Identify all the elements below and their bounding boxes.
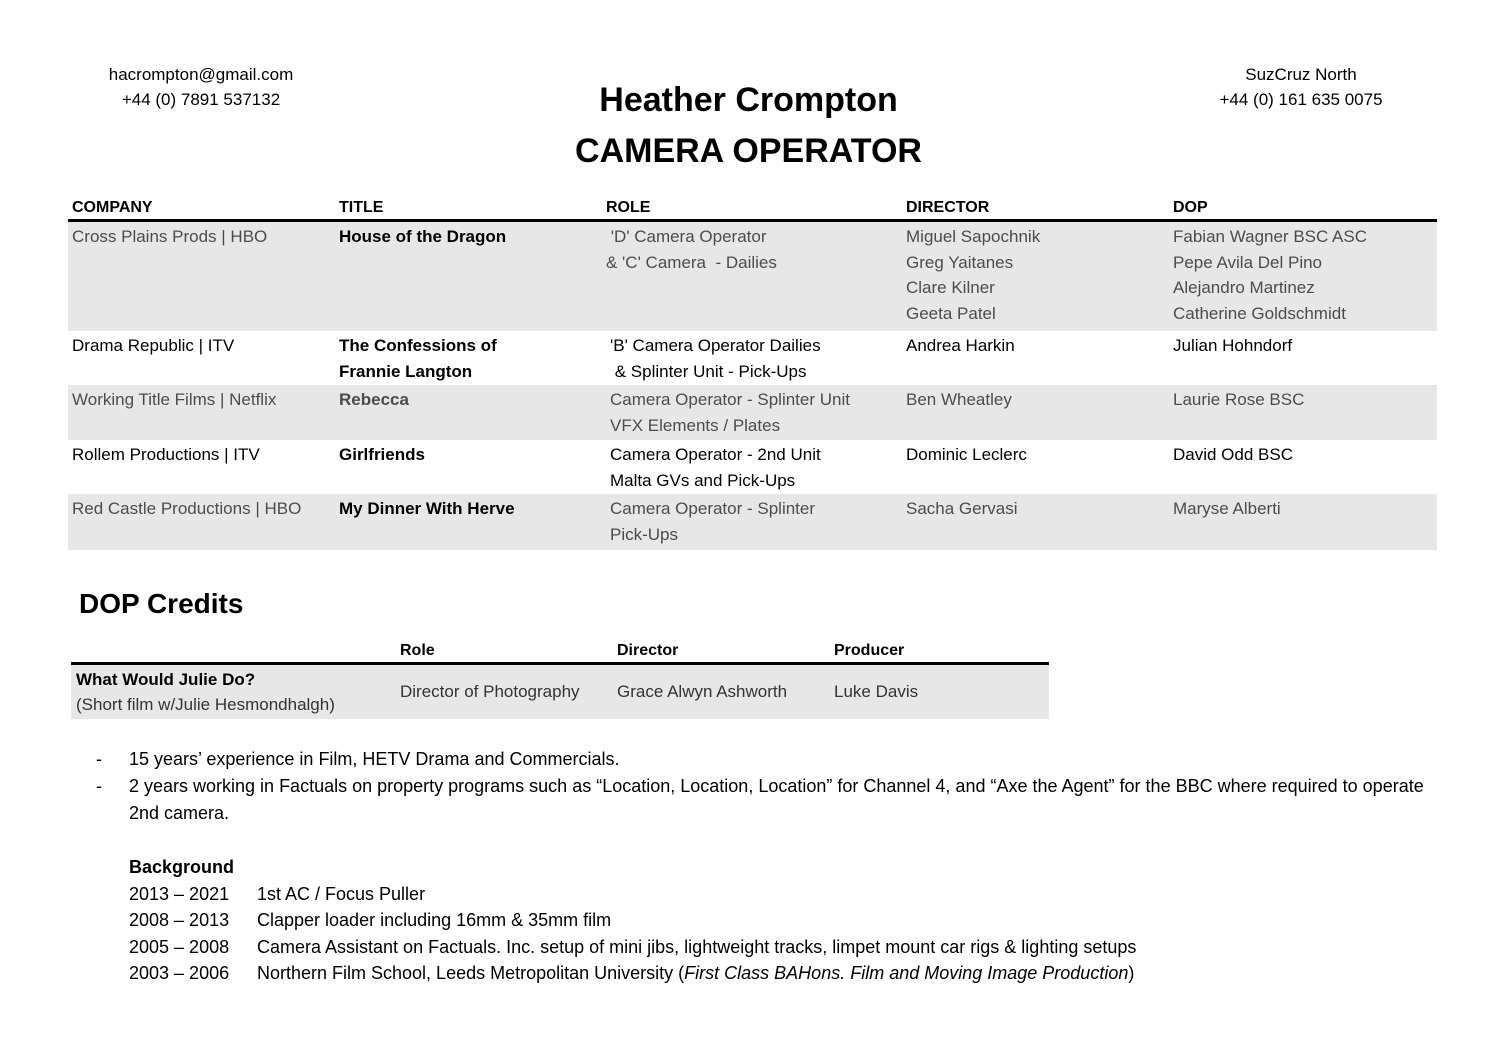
dash-marker: -: [96, 749, 102, 769]
company-cell: Working Title Films | Netflix: [72, 390, 277, 409]
title-line: House of the Dragon: [339, 227, 507, 246]
director-line: Andrea Harkin: [906, 336, 1015, 355]
dop-cell: [1173, 387, 1304, 413]
company-cell: Drama Republic | ITV: [72, 336, 235, 355]
background-italic-note: First Class BAHons. Film and Moving Image Production: [684, 963, 1129, 983]
dop-line: David Odd BSC: [1173, 445, 1293, 464]
title-line: Frannie Langton: [339, 361, 473, 381]
list-item: [129, 907, 1136, 934]
role-line: Camera Operator - Splinter: [610, 499, 816, 518]
dop-line: Pepe Avila Del Pino: [1173, 252, 1323, 272]
header-director: DIRECTOR: [906, 199, 990, 216]
dop-producer-cell: Luke Davis: [834, 682, 919, 701]
dop-cell: [1173, 442, 1293, 468]
role-cell: [606, 224, 777, 275]
director-line: Sacha Gervasi: [906, 499, 1018, 518]
dop-film-note: (Short film w/Julie Hesmondhalgh): [76, 695, 335, 714]
company-cell: Rollem Productions | ITV: [72, 445, 260, 464]
dop-director-cell: Grace Alwyn Ashworth: [617, 682, 788, 701]
dop-header-producer: Producer: [834, 642, 905, 659]
title-line: Girlfriends: [339, 445, 425, 464]
credits-table: [68, 196, 1437, 550]
dop-line: Alejandro Martinez: [1173, 278, 1315, 297]
title-cell: [339, 224, 506, 250]
role-line: Camera Operator - 2nd Unit: [610, 445, 821, 464]
agency-name: SuzCruz North: [1245, 65, 1357, 84]
title-cell: [339, 387, 409, 413]
table-row: [68, 222, 1437, 331]
dop-line: Maryse Alberti: [1173, 499, 1281, 518]
role-line: 'B' Camera Operator Dailies: [610, 336, 821, 355]
company-cell: Red Castle Productions | HBO: [72, 499, 302, 518]
title-cell: [339, 496, 515, 522]
title-line: The Confessions of: [339, 336, 497, 355]
dop-film-title: What Would Julie Do?: [76, 670, 256, 689]
list-item: [96, 746, 1436, 773]
dop-line: Fabian Wagner BSC ASC: [1173, 227, 1368, 246]
role-line: Camera Operator - Splinter Unit: [610, 390, 850, 409]
director-cell: [906, 333, 1015, 359]
director-cell: [906, 387, 1012, 413]
director-line: Miguel Sapochnik: [906, 227, 1041, 246]
director-line: Clare Kilner: [906, 278, 995, 297]
background-section: [129, 854, 1136, 987]
director-cell: [906, 496, 1018, 522]
credits-header-row: [68, 196, 1437, 222]
table-row: [68, 385, 1437, 440]
background-text: Clapper loader including 16mm & 35mm film: [257, 910, 612, 930]
role-line: 'D' Camera Operator: [606, 227, 767, 246]
dop-line: Laurie Rose BSC: [1173, 390, 1305, 409]
header-company: COMPANY: [72, 199, 153, 216]
email-text[interactable]: hacrompton@gmail.com: [108, 65, 294, 84]
director-line: Geeta Patel: [906, 303, 996, 323]
years: 2003 – 2006: [129, 963, 230, 983]
list-item: [96, 773, 1436, 827]
dop-line: Julian Hohndorf: [1173, 336, 1293, 355]
role-line: Pick-Ups: [610, 524, 679, 544]
dop-credits-table: [71, 640, 1049, 719]
bullet-text: 15 years’ experience in Film, HETV Drama and Commercials.: [129, 749, 620, 769]
director-line: Ben Wheatley: [906, 390, 1012, 409]
dop-cell: [1173, 496, 1281, 522]
header-title: TITLE: [339, 199, 384, 216]
role-line: & Splinter Unit - Pick-Ups: [610, 361, 807, 381]
bullet-text: 2 years working in Factuals on property programs such as “Location, Location, Location” for Channel 4, and “Axe the Agent” for the BBC where required to operate 2nd camera.: [129, 776, 1424, 823]
dop-cell: [1173, 224, 1367, 326]
dop-cell: [1173, 333, 1292, 359]
table-row: [68, 331, 1437, 385]
table-row: [71, 665, 1049, 719]
dop-title-cell: [76, 667, 335, 717]
table-row: [68, 440, 1437, 494]
title-line: Rebecca: [339, 390, 409, 409]
director-line: Greg Yaitanes: [906, 252, 1014, 272]
role-cell: [610, 442, 821, 493]
list-item: [129, 934, 1136, 961]
dash-marker: -: [96, 776, 102, 796]
list-item: 2003 – 2006 Northern Film School, Leeds Metropolitan University (First Class BAHons. Film and Moving Image Production): [129, 960, 1136, 987]
years: 2013 – 2021: [129, 883, 230, 904]
phone-text: +44 (0) 7891 537132: [121, 90, 281, 109]
table-row: [68, 494, 1437, 550]
person-name: Heather Crompton: [599, 81, 898, 119]
director-line: Dominic Leclerc: [906, 445, 1027, 464]
header-role: ROLE: [606, 199, 651, 216]
dop-header-director: Director: [617, 642, 679, 659]
role-line: Malta GVs and Pick-Ups: [610, 470, 796, 490]
role-cell: [610, 333, 821, 384]
background-text: 1st AC / Focus Puller: [257, 883, 426, 904]
role-line: VFX Elements / Plates: [610, 415, 781, 435]
background-text: Northern Film School, Leeds Metropolitan University: [257, 963, 674, 983]
dop-header-row: [71, 640, 1049, 665]
title-cell: [339, 333, 497, 384]
dop-line: Catherine Goldschmidt: [1173, 303, 1346, 323]
background-text: Camera Assistant on Factuals. Inc. setup of mini jibs, lightweight tracks, limpet mount car rigs & lighting setups: [257, 936, 1137, 957]
title-cell: [339, 442, 425, 468]
job-title: CAMERA OPERATOR: [575, 132, 922, 170]
dop-header-role: Role: [400, 642, 435, 659]
dop-role-cell: Director of Photography: [400, 682, 580, 701]
dop-credits-heading: DOP Credits: [79, 588, 244, 619]
experience-list: [96, 746, 1436, 827]
director-cell: [906, 224, 1040, 326]
role-cell: [610, 387, 850, 438]
years: 2008 – 2013: [129, 910, 230, 930]
company-cell: Cross Plains Prods | HBO: [72, 227, 268, 246]
background-heading: Background: [129, 857, 235, 877]
director-cell: [906, 442, 1027, 468]
header-dop: DOP: [1173, 199, 1208, 216]
role-cell: [610, 496, 815, 547]
role-line: & 'C' Camera - Dailies: [606, 252, 777, 272]
agency-phone: +44 (0) 161 635 0075: [1219, 90, 1383, 109]
list-item: [129, 881, 1136, 908]
years: 2005 – 2008: [129, 936, 230, 957]
title-line: My Dinner With Herve: [339, 499, 515, 518]
